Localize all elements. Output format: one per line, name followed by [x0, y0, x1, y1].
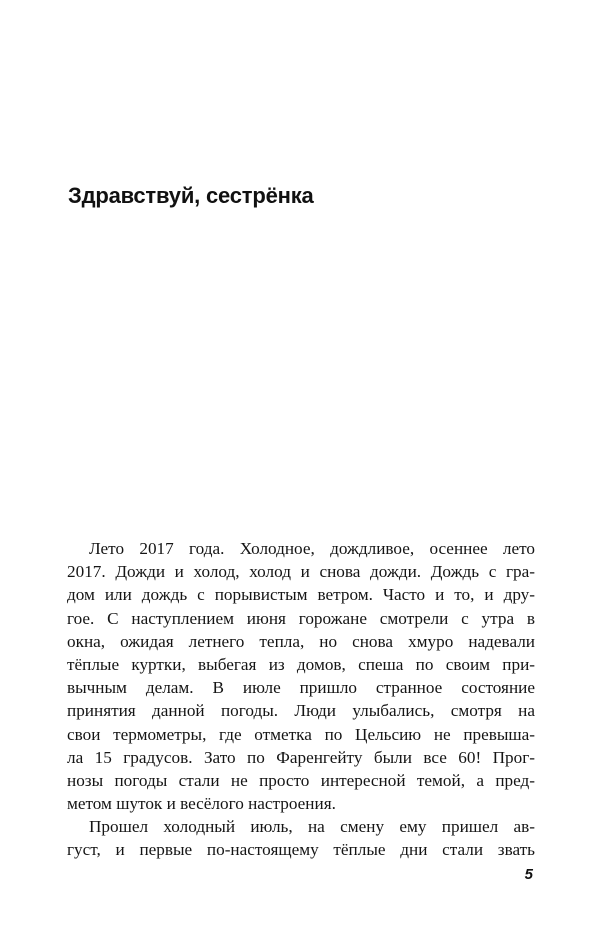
text-line: свои термометры, где отметка по Цельсию не превыша- [67, 724, 535, 744]
text-line: вычным делам. В июле пришло странное состояние [67, 678, 535, 698]
text-line: нозы погоды стали не просто интересной темой, а пред- [67, 770, 535, 790]
text-line: гое. С наступлением июня горожане смотрели с утра в [67, 608, 535, 628]
text-line: 2017. Дожди и холод, холод и снова дожди. Дождь с гра- [67, 562, 535, 582]
text-line: Лето 2017 года. Холодное, дождливое, осеннее лето [89, 539, 535, 558]
text-line: тёплые куртки, выбегая из домов, спеша по своим при- [67, 654, 535, 674]
text-line: Прошел холодный июль, на смену ему пришел ав- [89, 817, 535, 837]
chapter-title: Здравствуй, сестрёнка [68, 183, 314, 208]
text-line: густ, и первые по-настоящему тёплые дни стали звать [67, 840, 535, 860]
text-line: окна, ожидая летнего тепла, но снова хмуро надевали [67, 631, 535, 651]
text-line: принятия данной погоды. Люди улыбались, смотря на [67, 701, 535, 721]
text-line: дом или дождь с порывистым ветром. Часто и то, и дру- [67, 585, 535, 605]
text-line: метом шуток и весёлого настроения. [67, 794, 336, 814]
page-number: 5 [524, 866, 533, 883]
text-line: ла 15 градусов. Зато по Фаренгейту были все 60! Прог- [67, 747, 535, 767]
body-text [67, 537, 535, 862]
